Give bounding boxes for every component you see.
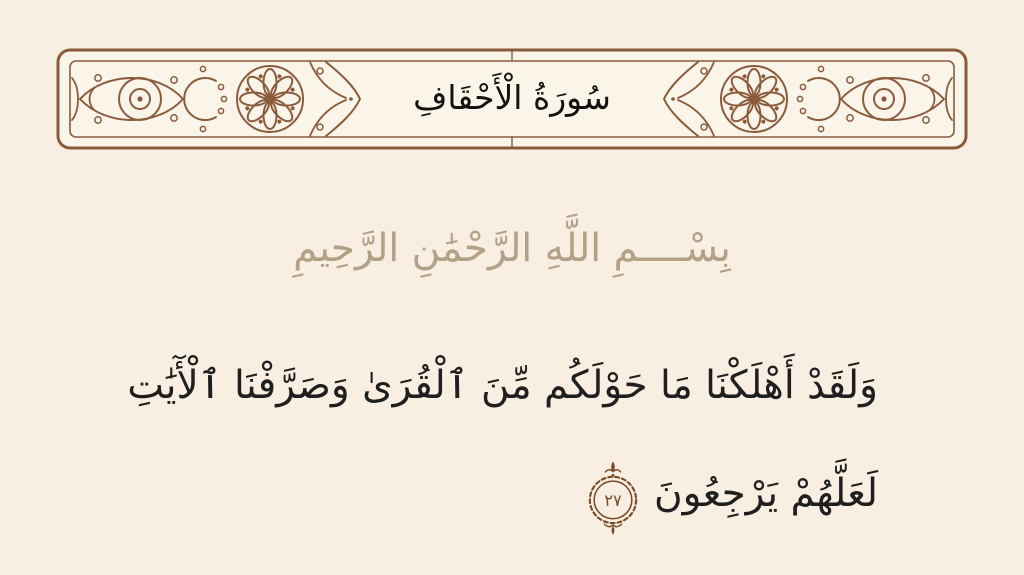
verse-line-2: [127, 440, 878, 548]
verse-line-2-text: لَعَلَّهُمْ يَرْجِعُونَ: [653, 471, 878, 516]
verse-end-medallion-icon: [586, 460, 640, 536]
surah-title: سُورَةُ الْأَحْقَافِ: [413, 77, 611, 117]
bismillah-text: بِسْــــمِ اللَّهِ الرَّحْمَٰنِ الرَّحِيمِ: [293, 226, 731, 271]
surah-header-frame: [56, 48, 968, 150]
verse-number: ٢٧: [604, 490, 622, 510]
verse-text: [127, 332, 878, 548]
verse-line-1-text: وَلَقَدْ أَهْلَكْنَا مَا حَوْلَكُم مِّنَ ٱلْقُرَىٰ وَصَرَّفْنَا ٱلْأٓيَٰتِ: [127, 363, 878, 408]
verse-line-1: [127, 332, 878, 440]
